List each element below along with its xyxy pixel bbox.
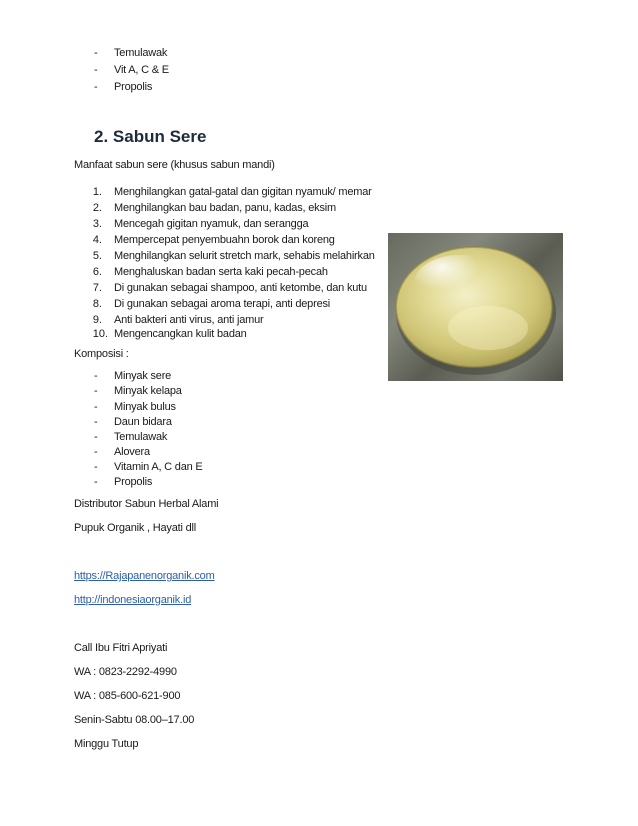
list-item: Mencegah gigitan nyamuk, dan serangga — [114, 218, 309, 230]
list-number: 3. — [92, 218, 102, 230]
list-item: Minyak kelapa — [114, 385, 182, 397]
list-item: Menghaluskan badan serta kaki pecah-pecah — [114, 266, 328, 278]
list-dash: - — [94, 64, 98, 76]
list-item: Di gunakan sebagai aroma terapi, anti depresi — [114, 298, 331, 310]
intro-text: Manfaat sabun sere (khusus sabun mandi) — [74, 159, 275, 171]
list-number: 5. — [92, 250, 102, 262]
list-number: 4. — [92, 234, 102, 246]
list-dash: - — [94, 431, 98, 443]
list-dash: - — [94, 401, 98, 413]
list-item: Alovera — [114, 446, 150, 458]
list-item: Daun bidara — [114, 416, 172, 428]
list-dash: - — [94, 385, 98, 397]
list-item: Propolis — [114, 81, 153, 93]
list-number: 7. — [92, 282, 102, 294]
list-item: Temulawak — [114, 47, 168, 59]
list-item: Menghilangkan gatal-gatal dan gigitan nyamuk/ memar — [114, 186, 372, 198]
list-item: Vit A, C & E — [114, 64, 169, 76]
list-item: Minyak sere — [114, 370, 172, 382]
rajapanen-link[interactable]: https://Rajapanenorganik.com — [74, 570, 215, 582]
list-dash: - — [94, 370, 98, 382]
list-dash: - — [94, 461, 98, 473]
list-item: Propolis — [114, 476, 153, 488]
list-item: Menghilangkan bau badan, panu, kadas, eksim — [114, 202, 336, 214]
komposisi-label: Komposisi : — [74, 348, 129, 360]
indonesiaorganik-link[interactable]: http://indonesiaorganik.id — [74, 594, 192, 606]
weekday-hours: Senin-Sabtu 08.00–17.00 — [74, 714, 195, 726]
whatsapp-number-2: WA : 085-600-621-900 — [74, 690, 181, 702]
sunday-hours: Minggu Tutup — [74, 738, 139, 750]
list-number: 2. — [92, 202, 102, 214]
list-dash: - — [94, 446, 98, 458]
list-item: Vitamin A, C dan E — [114, 461, 203, 473]
list-number: 6. — [92, 266, 102, 278]
section-heading: 2. Sabun Sere — [94, 127, 207, 146]
list-item: Mempercepat penyembuahn borok dan koreng — [114, 234, 335, 246]
list-dash: - — [94, 47, 98, 59]
list-item: Minyak bulus — [114, 401, 176, 413]
distributor-text: Distributor Sabun Herbal Alami — [74, 498, 219, 510]
soap-illustration — [388, 233, 563, 381]
list-dash: - — [94, 81, 98, 93]
list-number: 8. — [92, 298, 102, 310]
pupuk-text: Pupuk Organik , Hayati dll — [74, 522, 196, 534]
contact-name: Call Ibu Fitri Apriyati — [74, 642, 168, 654]
list-number: 1. — [92, 186, 102, 198]
whatsapp-number-1: WA : 0823-2292-4990 — [74, 666, 177, 678]
list-dash: - — [94, 416, 98, 428]
list-item: Mengencangkan kulit badan — [114, 328, 247, 340]
list-number: 10. — [92, 328, 108, 340]
soap-image — [388, 233, 563, 381]
list-item: Anti bakteri anti virus, anti jamur — [114, 314, 264, 326]
list-item: Di gunakan sebagai shampoo, anti ketombe, dan kutu — [114, 282, 367, 294]
list-item: Menghilangkan selurit stretch mark, sehabis melahirkan — [114, 250, 375, 262]
list-item: Temulawak — [114, 431, 168, 443]
list-number: 9. — [92, 314, 102, 326]
list-dash: - — [94, 476, 98, 488]
